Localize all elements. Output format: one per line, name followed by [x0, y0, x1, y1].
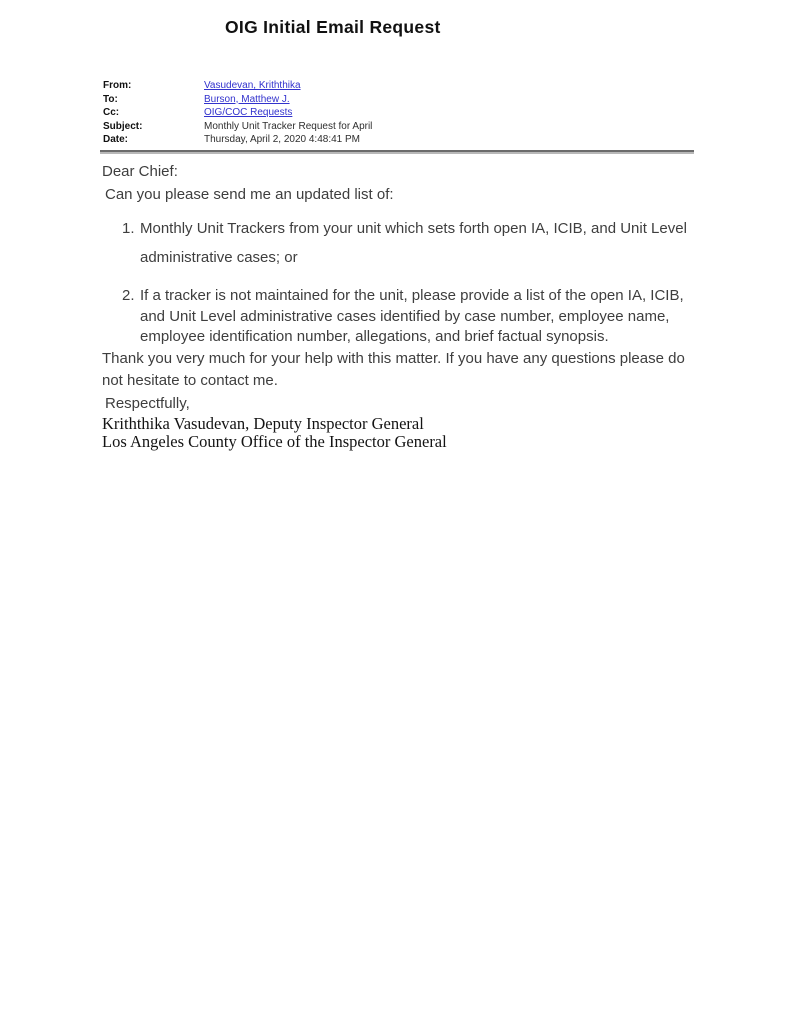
- cc-address-link[interactable]: OIG/COC Requests: [204, 107, 293, 119]
- document-title: OIG Initial Email Request: [225, 17, 441, 37]
- header-label-to: To:: [103, 93, 118, 105]
- header-row-cc: [103, 106, 372, 120]
- list-item-number: 2.: [122, 287, 135, 304]
- list-item: [122, 214, 694, 272]
- signature-name-title: Kriththika Vasudevan, Deputy Inspector General: [102, 413, 424, 433]
- signature-organization: Los Angeles County Office of the Inspector General: [102, 432, 447, 451]
- email-header: [103, 79, 372, 147]
- list-item-text: If a tracker is not maintained for the unit, please provide a list of the open IA, ICIB, and Unit Level administrative cases identified by case number, employee name, employee identification number, allegations, and brief factual synopsis.: [140, 287, 684, 345]
- header-row-subject: [103, 120, 372, 134]
- list-item: [122, 286, 694, 348]
- header-divider: [100, 150, 694, 154]
- header-row-date: [103, 133, 372, 147]
- from-address-link[interactable]: Vasudevan, Kriththika: [204, 80, 301, 91]
- header-label-from: From:: [103, 80, 132, 91]
- numbered-list: [102, 214, 694, 348]
- header-row-to: [103, 93, 372, 107]
- email-body: [102, 161, 694, 452]
- greeting-text: Dear Chief:: [102, 163, 178, 180]
- intro-text: Can you please send me an updated list of:: [105, 186, 394, 203]
- subject-value: Monthly Unit Tracker Request for April: [204, 120, 373, 132]
- date-value: Thursday, April 2, 2020 4:48:41 PM: [204, 134, 361, 146]
- closing-paragraph: Thank you very much for your help with this matter. If you have any questions please do not hesitate to contact me.: [102, 349, 685, 389]
- list-item-text: Monthly Unit Trackers from your unit which sets forth open IA, ICIB, and Unit Level administrative cases; or: [140, 220, 687, 266]
- header-label-date: Date:: [103, 134, 129, 146]
- header-label-subject: Subject:: [103, 120, 143, 132]
- list-item-number: 1.: [122, 220, 135, 237]
- valediction-text: Respectfully,: [105, 394, 190, 412]
- header-label-cc: Cc:: [103, 107, 120, 119]
- header-row-from: [103, 79, 372, 93]
- to-address-link[interactable]: Burson, Matthew J.: [204, 93, 290, 105]
